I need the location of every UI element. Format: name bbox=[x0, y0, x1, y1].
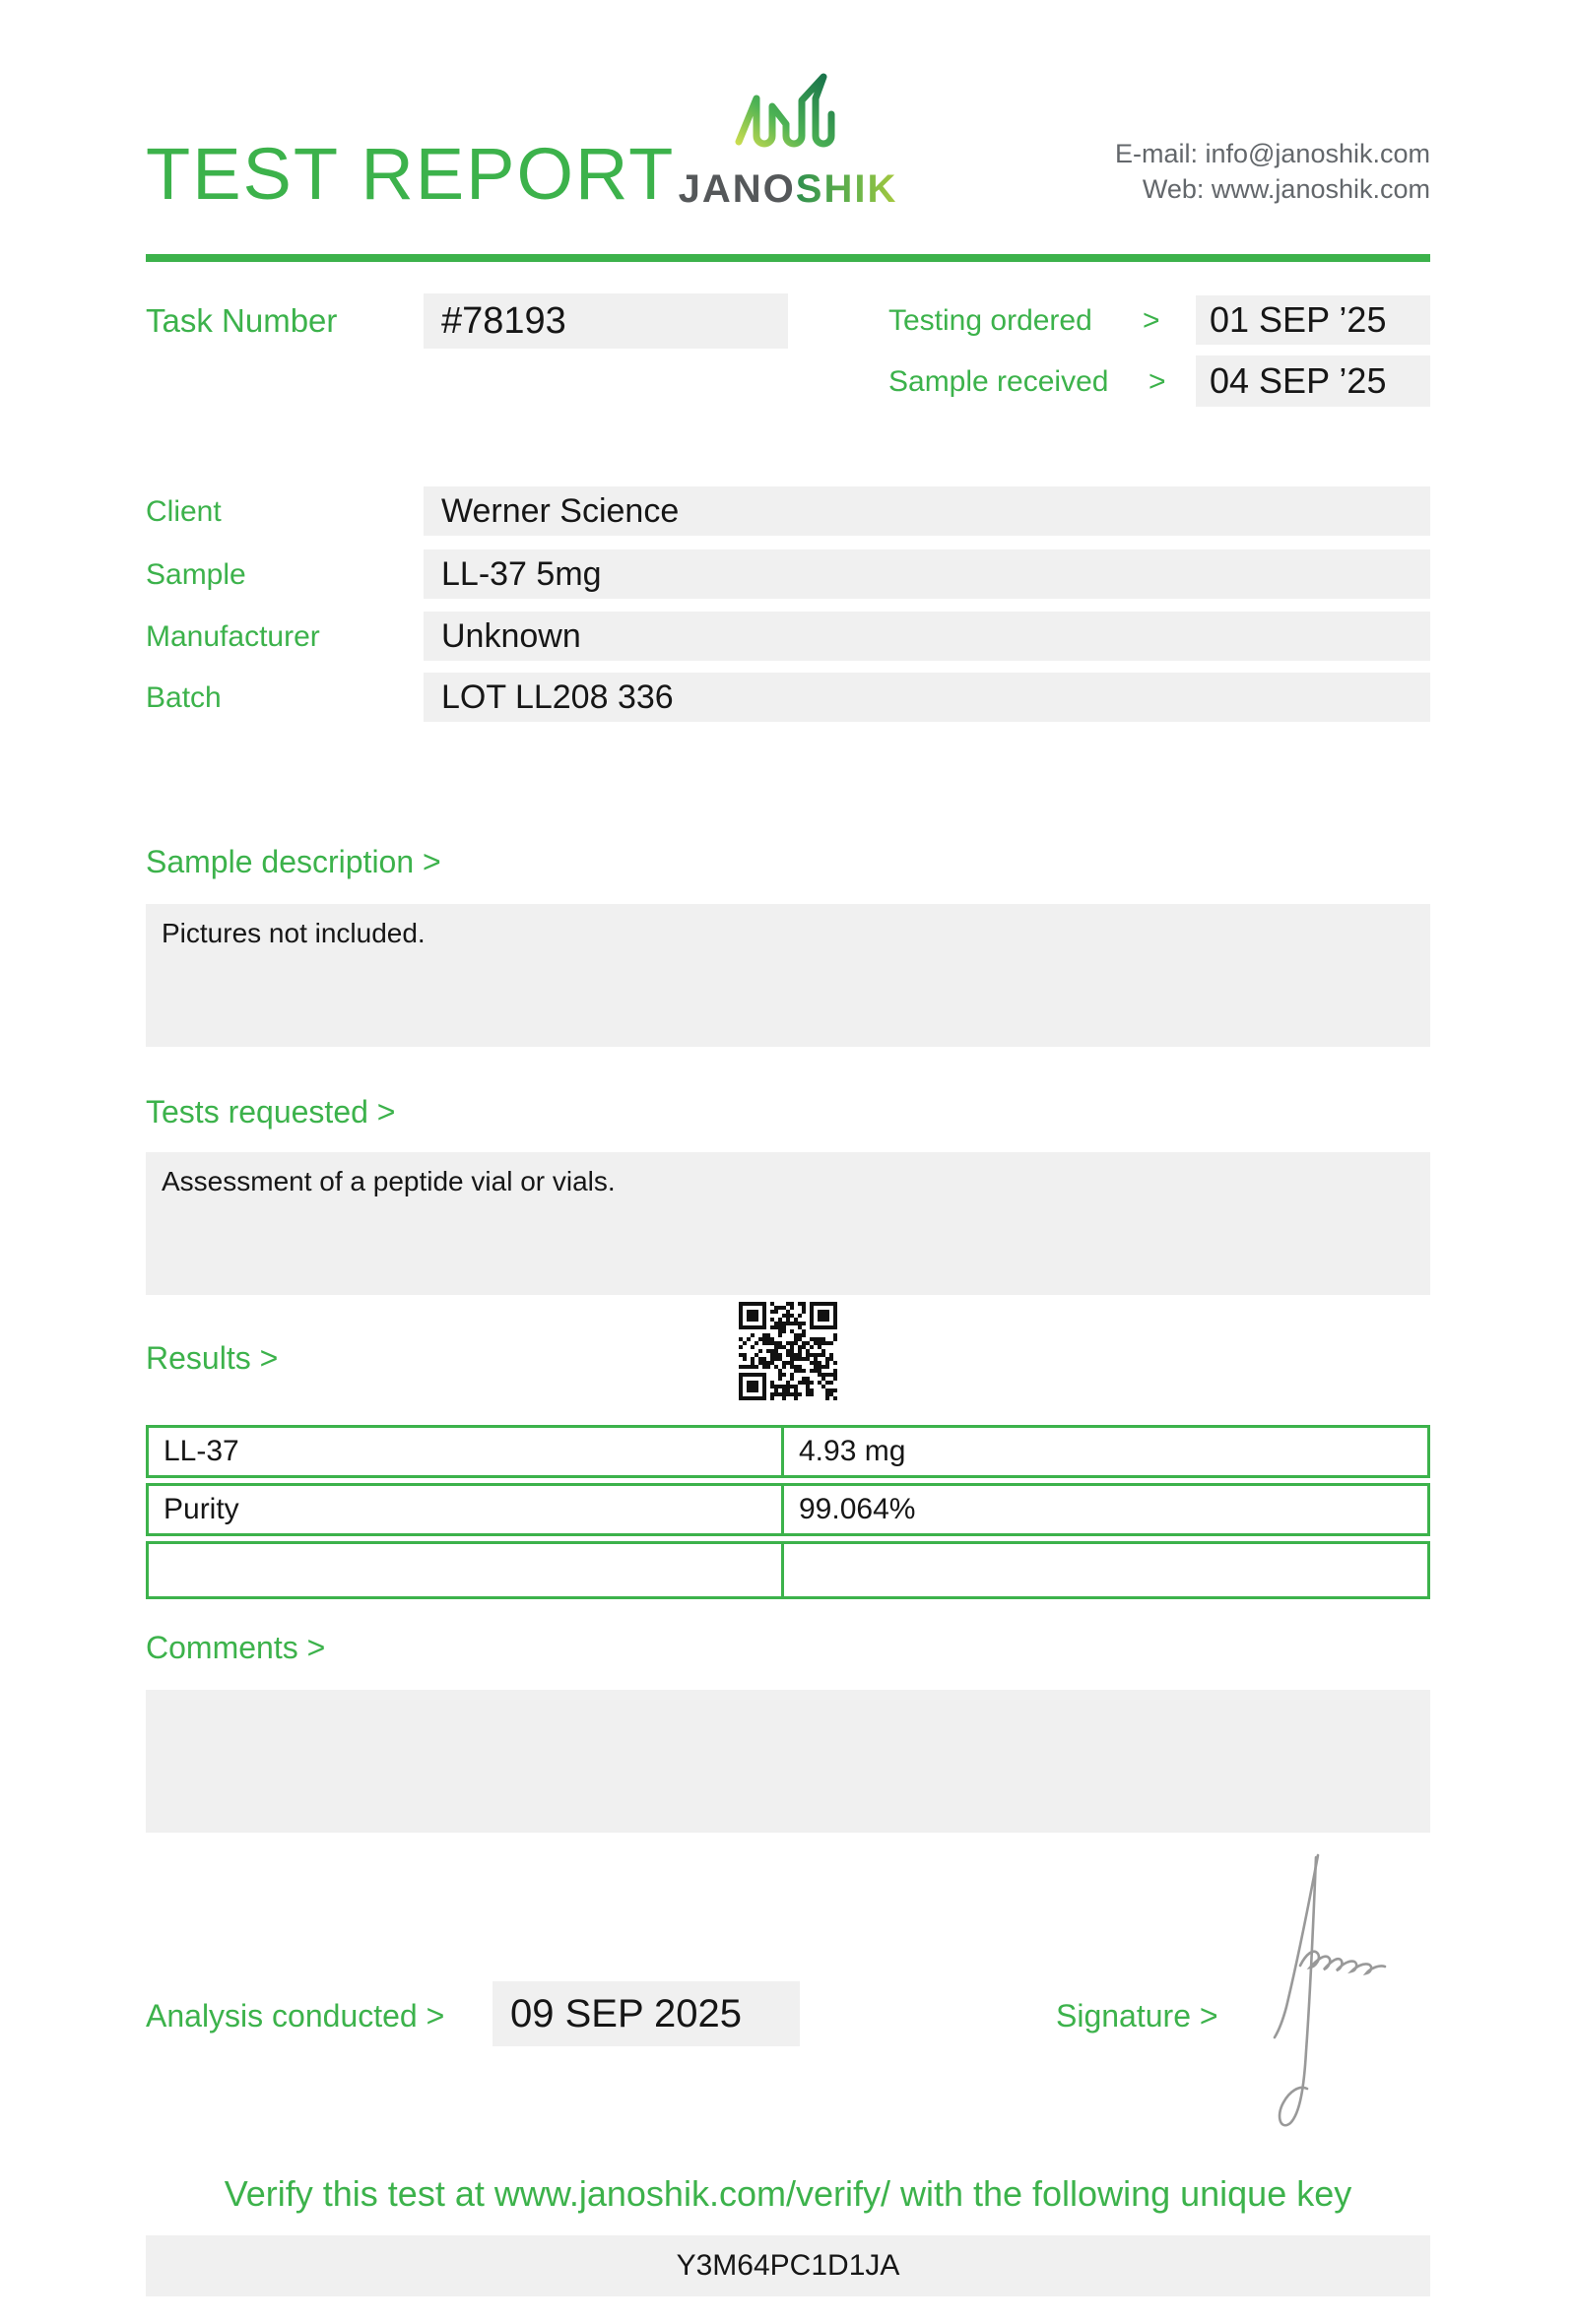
logo-jano-text: JANO bbox=[678, 167, 796, 211]
task-number-value: #78193 bbox=[424, 293, 788, 349]
batch-value: LOT LL208 336 bbox=[424, 673, 1430, 722]
verify-instruction-text: Verify this test at www.janoshik.com/verify/ with the following unique key bbox=[224, 2173, 1352, 2214]
result-name-cell: LL-37 bbox=[149, 1428, 784, 1475]
batch-label: Batch bbox=[146, 681, 222, 714]
manufacturer-value: Unknown bbox=[424, 612, 1430, 661]
result-value-cell: 99.064% bbox=[799, 1493, 916, 1525]
page-title: TEST REPORT bbox=[146, 133, 676, 215]
logo-wordmark bbox=[630, 165, 946, 213]
analysis-conducted-label: Analysis conducted > bbox=[146, 1998, 445, 2034]
tests-requested-heading: Tests requested > bbox=[146, 1094, 396, 1130]
signature-label: Signature > bbox=[1056, 1998, 1218, 2034]
header-divider-rule bbox=[146, 254, 1430, 262]
client-label: Client bbox=[146, 495, 222, 528]
client-value: Werner Science bbox=[424, 486, 1430, 536]
testing-ordered-arrow-icon: > bbox=[1143, 304, 1160, 337]
sample-description-heading: Sample description > bbox=[146, 844, 441, 879]
logo-shik-text: SHIK bbox=[795, 167, 898, 211]
sample-description-box: Pictures not included. bbox=[146, 904, 1430, 1047]
verify-key-value: Y3M64PC1D1JA bbox=[146, 2235, 1430, 2296]
analysis-date-value: 09 SEP 2025 bbox=[492, 1981, 800, 2046]
testing-ordered-label: Testing ordered bbox=[888, 304, 1092, 337]
sample-value: LL-37 5mg bbox=[424, 549, 1430, 599]
table-row bbox=[146, 1483, 1430, 1536]
sample-received-value: 04 SEP ’25 bbox=[1196, 355, 1430, 407]
results-heading: Results > bbox=[146, 1340, 279, 1376]
result-value-cell: 4.93 mg bbox=[799, 1435, 906, 1467]
contact-email-line: E-mail: info@janoshik.com bbox=[1114, 139, 1430, 168]
table-row bbox=[146, 1541, 1430, 1599]
result-name-cell bbox=[149, 1544, 784, 1596]
contact-web-line: Web: www.janoshik.com bbox=[1142, 174, 1430, 204]
task-number-label: Task Number bbox=[146, 302, 338, 339]
table-row bbox=[146, 1425, 1430, 1478]
contact-block bbox=[1115, 136, 1430, 207]
testing-ordered-value: 01 SEP ’25 bbox=[1196, 295, 1430, 345]
sample-received-arrow-icon: > bbox=[1149, 365, 1166, 398]
growth-chart-icon bbox=[731, 67, 839, 165]
comments-box bbox=[146, 1690, 1430, 1833]
result-name-cell: Purity bbox=[149, 1486, 784, 1533]
signature-image bbox=[1261, 1847, 1409, 2141]
tests-requested-box: Assessment of a peptide vial or vials. bbox=[146, 1152, 1430, 1295]
sample-label: Sample bbox=[146, 558, 246, 591]
results-table bbox=[146, 1425, 1430, 1599]
manufacturer-label: Manufacturer bbox=[146, 620, 320, 653]
qr-code bbox=[739, 1302, 837, 1400]
sample-received-label: Sample received bbox=[888, 365, 1109, 398]
comments-heading: Comments > bbox=[146, 1630, 326, 1665]
result-value-cell bbox=[784, 1544, 1427, 1596]
